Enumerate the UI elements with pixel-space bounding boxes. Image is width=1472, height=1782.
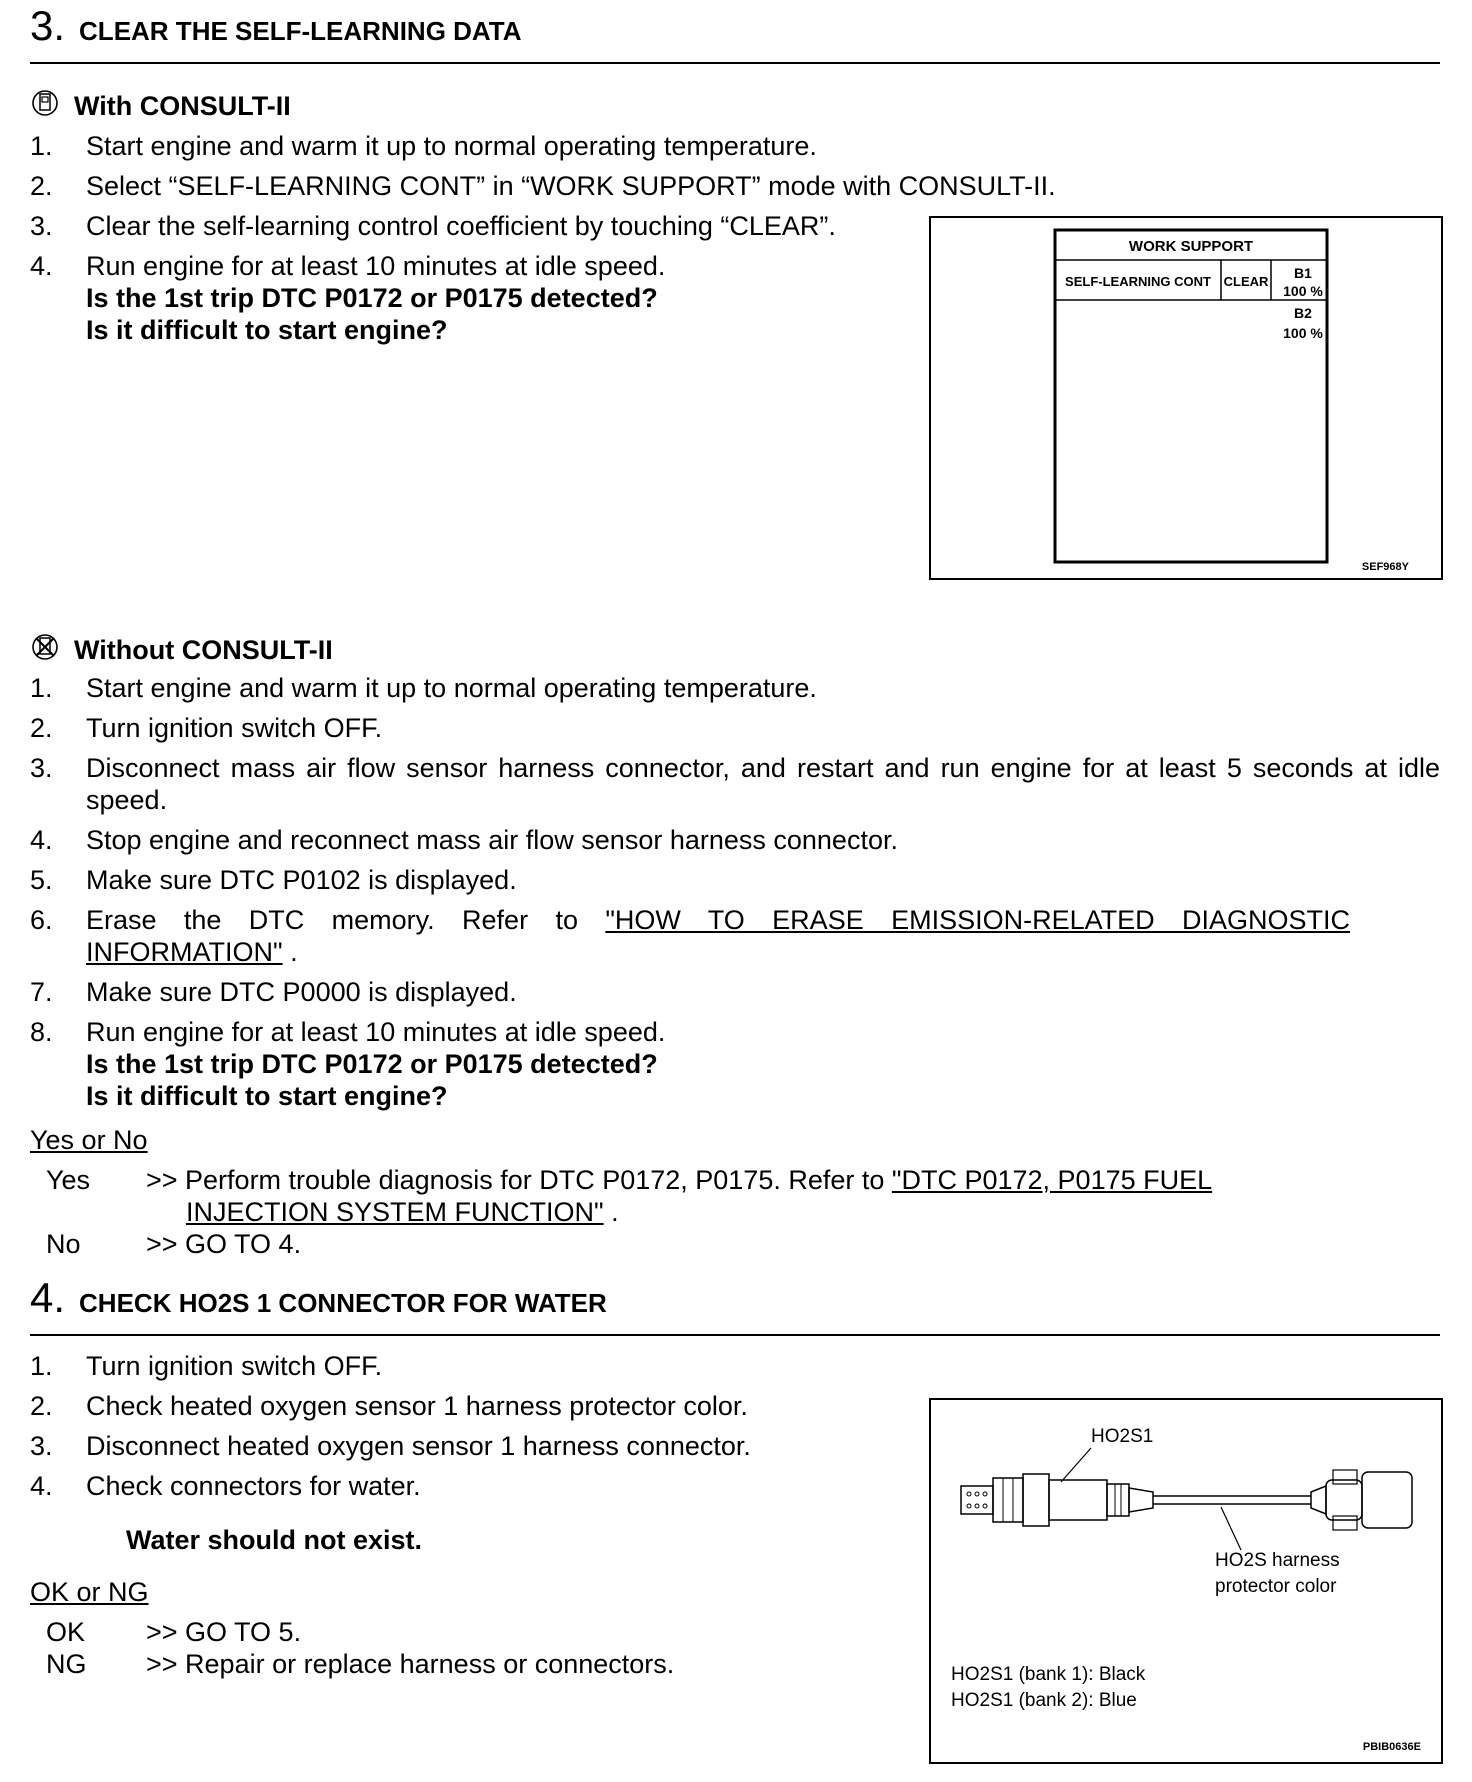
with-consult-heading xyxy=(30,88,291,125)
step-number: 3. xyxy=(30,2,66,49)
step-4-heading xyxy=(30,1274,607,1322)
list-item: 1. Start engine and warm it up to normal operating temperature. xyxy=(30,673,817,703)
list-item: 4. Stop engine and reconnect mass air flow sensor harness connector. xyxy=(30,825,898,855)
ok-or-ng-label: OK or NG xyxy=(30,1577,149,1607)
harness-label-1: HO2S harness xyxy=(1215,1550,1340,1571)
question: Is the 1st trip DTC P0172 or P0175 detected? xyxy=(86,283,658,313)
svg-text:B2: B2 xyxy=(1294,305,1312,321)
bank2-color: HO2S1 (bank 2): Blue xyxy=(951,1690,1137,1711)
list-item: 7. Make sure DTC P0000 is displayed. xyxy=(30,977,517,1007)
consult-tool-icon xyxy=(30,88,60,125)
ho2s1-sensor-figure xyxy=(929,1398,1443,1764)
question: Is the 1st trip DTC P0172 or P0175 detected? xyxy=(86,1049,658,1079)
sensor-tip xyxy=(961,1486,993,1514)
erase-info-link[interactable]: "HOW TO ERASE EMISSION-RELATED DIAGNOSTIC INFORMATION" xyxy=(86,905,1351,967)
list-item: 4. Run engine for at least 10 minutes at idle speed. Is the 1st trip DTC P0172 or P0175 detected? Is it difficult to start engine? xyxy=(30,251,666,345)
ok-answer: OK >> GO TO 5. xyxy=(46,1617,302,1647)
with-consult-label: With CONSULT-II xyxy=(74,91,291,121)
no-answer: No >> GO TO 4. xyxy=(46,1229,302,1259)
ng-answer: NG >> Repair or replace harness or connectors. xyxy=(46,1649,675,1679)
figure-code: SEF968Y xyxy=(1361,561,1409,573)
harness-label-2: protector color xyxy=(1215,1576,1337,1597)
list-item: 3. Clear the self-learning control coefficient by touching “CLEAR”. xyxy=(30,211,836,241)
list-item: 2. Turn ignition switch OFF. xyxy=(30,713,383,743)
list-item: 2. Select “SELF-LEARNING CONT” in “WORK SUPPORT” mode with CONSULT-II. xyxy=(30,171,1056,201)
self-learning-item: SELF-LEARNING CONT xyxy=(1065,274,1211,289)
work-support-figure xyxy=(929,216,1443,580)
no-consult-icon xyxy=(30,632,60,669)
list-item: 3. Disconnect mass air flow sensor harness connector, and restart and run engine for at least 5 seconds at idle speed. xyxy=(30,753,1440,815)
figure-code: PBIB0636E xyxy=(1362,1741,1421,1753)
water-note: Water should not exist. xyxy=(126,1525,423,1555)
question: Is it difficult to start engine? xyxy=(86,315,448,345)
list-item: 2. Check heated oxygen sensor 1 harness protector color. xyxy=(30,1391,748,1421)
dtc-fuel-injection-link[interactable]: "DTC P0172, P0175 FUEL INJECTION SYSTEM FUNCTION" xyxy=(186,1165,1213,1227)
list-item: 3. Disconnect heated oxygen sensor 1 harness connector. xyxy=(30,1431,751,1461)
list-item: 5. Make sure DTC P0102 is displayed. xyxy=(30,865,517,895)
svg-text:B1: B1 xyxy=(1294,265,1312,281)
without-consult-heading xyxy=(30,632,333,669)
step-3-heading xyxy=(30,2,522,50)
question: Is it difficult to start engine? xyxy=(86,1081,448,1111)
list-item: 4. Check connectors for water. xyxy=(30,1471,421,1501)
step-number: 4. xyxy=(30,1274,66,1321)
clear-button: CLEAR xyxy=(1223,274,1269,289)
yes-answer: Yes >> Perform trouble diagnosis for DTC P0172, P0175. Refer to "DTC P0172, P0175 FUEL INJECTION SYSTEM FUNCTION" . xyxy=(46,1165,1213,1227)
step-title: CHECK HO2S 1 CONNECTOR FOR WATER xyxy=(79,1288,607,1318)
without-consult-label: Without CONSULT-II xyxy=(74,635,333,665)
bank1-color: HO2S1 (bank 1): Black xyxy=(951,1664,1146,1685)
list-item: 8. Run engine for at least 10 minutes at idle speed. Is the 1st trip DTC P0172 or P0175 detected? Is it difficult to start engine? xyxy=(30,1017,666,1111)
svg-text:100 %: 100 % xyxy=(1283,325,1323,341)
list-item: 6. Erase the DTC memory. Refer to "HOW TO ERASE EMISSION-RELATED DIAGNOSTIC INFORMATION" . xyxy=(30,905,1351,967)
list-item: 1. Turn ignition switch OFF. xyxy=(30,1351,383,1381)
svg-text:100 %: 100 % xyxy=(1283,283,1323,299)
divider xyxy=(30,62,1440,64)
work-support-header: WORK SUPPORT xyxy=(1128,238,1254,255)
yes-or-no-label: Yes or No xyxy=(30,1125,148,1155)
step-title: CLEAR THE SELF-LEARNING DATA xyxy=(79,16,522,46)
divider xyxy=(30,1334,1440,1336)
sensor-label: HO2S1 xyxy=(1091,1426,1154,1447)
list-item: 1. Start engine and warm it up to normal operating temperature. xyxy=(30,131,817,161)
